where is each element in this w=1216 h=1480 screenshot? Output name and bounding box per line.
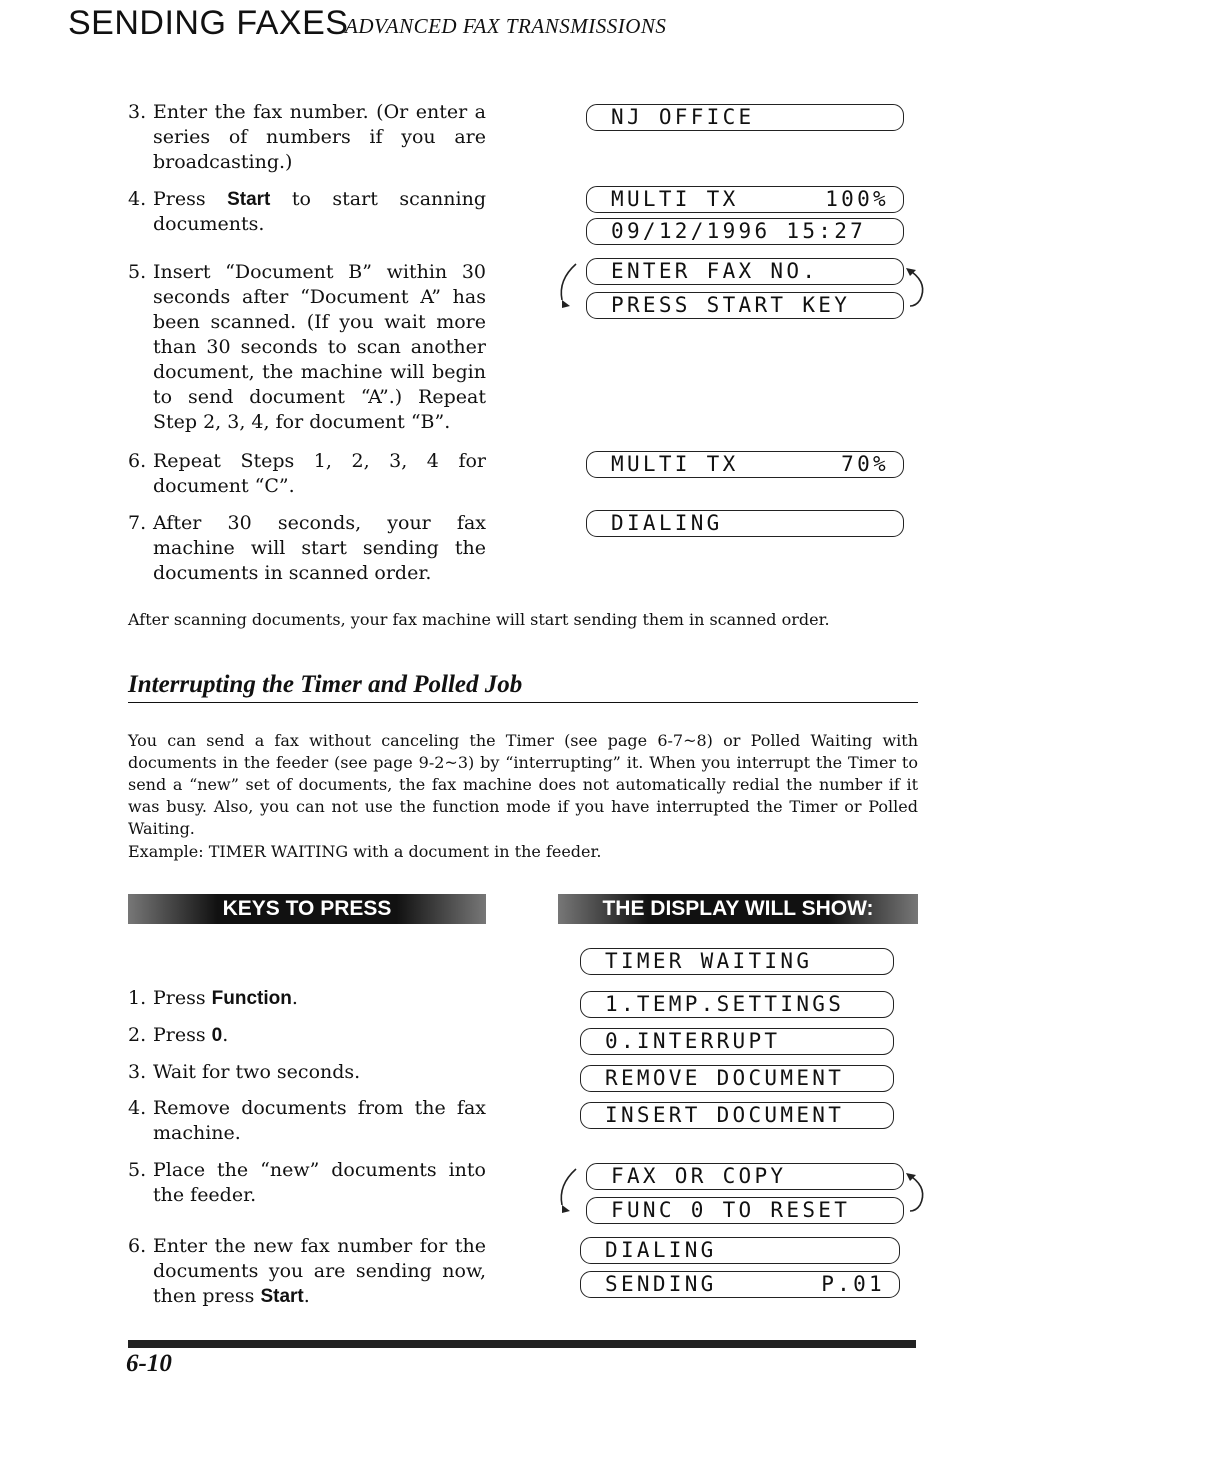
step-text	[153, 1234, 486, 1309]
lcd-value: 70%	[841, 452, 889, 476]
step-text	[153, 986, 486, 1011]
section-heading: Interrupting the Timer and Polled Job	[128, 670, 918, 703]
display-will-show-banner: THE DISPLAY WILL SHOW:	[558, 894, 918, 924]
step-number: 2.	[128, 1024, 147, 1046]
step-3-wait	[128, 1060, 486, 1085]
step-text: Wait for two seconds.	[153, 1061, 361, 1083]
step-4-remove-documents	[128, 1096, 486, 1146]
step-2-press-0	[128, 1023, 486, 1048]
lcd-display	[586, 186, 904, 213]
step-5-insert-document-b	[128, 260, 486, 435]
lcd-text: MULTI TX	[611, 187, 739, 211]
lcd-text: PRESS START KEY	[611, 293, 851, 317]
step-text-pre: Press	[153, 1024, 212, 1046]
step-number: 1.	[128, 987, 147, 1009]
keys-to-press-banner: KEYS TO PRESS	[128, 894, 486, 924]
lcd-display	[580, 1028, 894, 1055]
lcd-text: 0.INTERRUPT	[605, 1029, 781, 1053]
lcd-display	[586, 218, 904, 245]
lcd-text: 1.TEMP.SETTINGS	[605, 992, 845, 1016]
lcd-display	[586, 510, 904, 537]
lcd-text: DIALING	[611, 511, 723, 535]
key-0: 0	[211, 1025, 223, 1046]
step-text: Insert “Document B” within 30 seconds after “Document A” has been scanned. (If you wait more than 30 seconds to scan another document, the machine will begin to send document “A”.) Repeat Step 2, 3, 4, for document “B”.	[153, 261, 486, 433]
step-number: 6.	[128, 450, 147, 472]
step-4-press-start	[128, 187, 486, 237]
section-subtitle: ADVANCED FAX TRANSMISSIONS	[345, 14, 667, 38]
step-number: 3.	[128, 1061, 147, 1083]
step-text: Remove documents from the fax machine.	[153, 1097, 486, 1144]
lcd-display	[580, 1065, 894, 1092]
lcd-text: REMOVE DOCUMENT	[605, 1066, 845, 1090]
step-text: Enter the fax number. (Or enter a series of numbers if you are broadcasting.)	[153, 101, 486, 173]
step-7-after-30-seconds	[128, 511, 486, 586]
alternating-display-arrows-icon	[548, 256, 948, 326]
alternating-display-arrows-icon	[548, 1161, 948, 1231]
key-start: Start	[227, 189, 271, 210]
step-number: 5.	[128, 261, 147, 283]
chapter-title: SENDING FAXES	[68, 4, 349, 42]
lcd-display	[580, 1237, 900, 1264]
step-6-enter-new-fax-number	[128, 1234, 486, 1309]
step-text-post: .	[291, 987, 298, 1009]
key-function: Function	[211, 988, 292, 1009]
step-text-pre: Enter the new fax number for the documents you are sending now, then press	[153, 1235, 486, 1307]
lcd-text: FUNC 0 TO RESET	[611, 1198, 851, 1222]
lcd-text: 09/12/1996 15:27	[611, 219, 867, 243]
step-1-press-function	[128, 986, 486, 1011]
step-6-repeat-steps	[128, 449, 486, 499]
step-text: Place the “new” documents into the feeder.	[153, 1159, 486, 1206]
step-number: 5.	[128, 1159, 147, 1181]
lcd-text: MULTI TX	[611, 452, 739, 476]
lcd-text: TIMER WAITING	[605, 949, 813, 973]
step-number: 7.	[128, 512, 147, 534]
step-text: Repeat Steps 1, 2, 3, 4 for document “C”.	[153, 450, 486, 497]
after-scanning-note: After scanning documents, your fax machine will start sending them in scanned order.	[128, 610, 830, 629]
step-number: 4.	[128, 1097, 147, 1119]
step-text-post: .	[222, 1024, 229, 1046]
lcd-text: ENTER FAX NO.	[611, 259, 819, 283]
lcd-value: P.01	[821, 1272, 885, 1296]
step-3-enter-fax-number	[128, 100, 486, 175]
lcd-display	[580, 1102, 894, 1129]
step-text-pre: Press	[153, 987, 212, 1009]
step-text-post: to start scanning documents.	[153, 188, 486, 235]
lcd-value: 100%	[825, 187, 889, 211]
step-text-post: .	[303, 1285, 310, 1307]
step-text: After 30 seconds, your fax machine will start sending the documents in scanned order.	[153, 512, 486, 584]
step-text	[153, 1023, 486, 1048]
lcd-text: NJ OFFICE	[611, 105, 755, 129]
section-body: You can send a fax without canceling the Timer (see page 6-7~8) or Polled Waiting with documents in the feeder (see page 9-2~3) by “interrupting” it. When you interrupt the Timer to send a “new” set of documents, the fax machine does not automatically redial the number if it was busy. Also, you can not use the function mode if you have interrupted the Timer or Polled Waiting.	[128, 731, 918, 838]
lcd-text: SENDING	[605, 1272, 717, 1296]
lcd-display	[580, 1271, 900, 1298]
step-text-pre: Press	[153, 188, 228, 210]
lcd-text: DIALING	[605, 1238, 717, 1262]
key-start: Start	[260, 1286, 304, 1307]
page-number: 6-10	[126, 1350, 172, 1377]
lcd-display	[580, 991, 894, 1018]
example-text: Example: TIMER WAITING with a document in the feeder.	[128, 842, 602, 861]
lcd-text: FAX OR COPY	[611, 1164, 787, 1188]
lcd-display	[586, 104, 904, 131]
lcd-display	[586, 451, 904, 478]
step-number: 4.	[128, 188, 147, 210]
step-text	[153, 187, 486, 237]
lcd-text: INSERT DOCUMENT	[605, 1103, 845, 1127]
step-number: 6.	[128, 1235, 147, 1257]
step-5-place-new-documents	[128, 1158, 486, 1208]
lcd-display	[580, 948, 894, 975]
step-number: 3.	[128, 101, 147, 123]
footer-rule	[128, 1340, 916, 1348]
